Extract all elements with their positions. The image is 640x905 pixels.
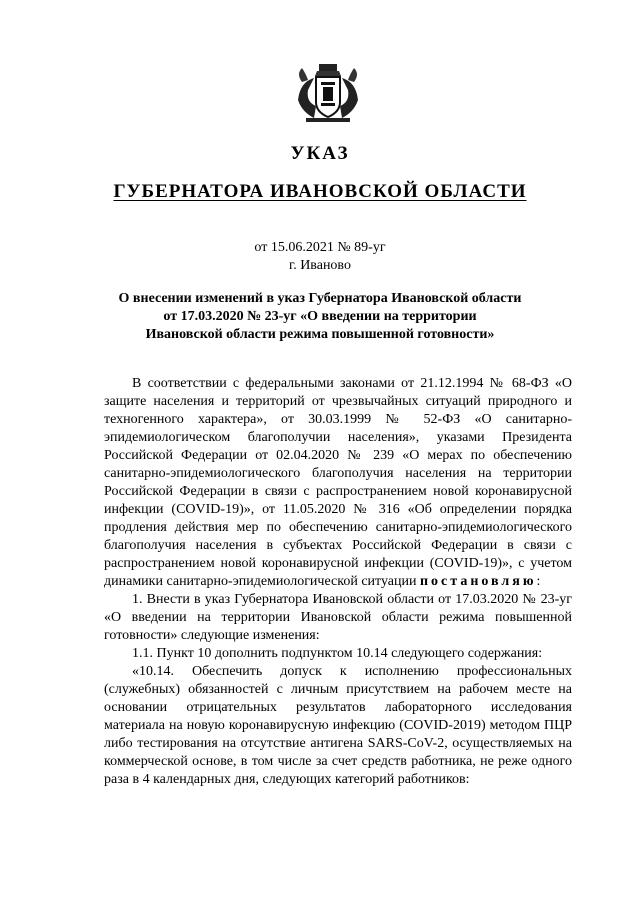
preamble-text: В соответствии с федеральными законами от 21.12.1994 № 68-ФЗ «О защите населения и территорий от чрезвычайных ситуаций природного и техногенного характера», от 30.03.1999 № 52-ФЗ «О санитарно-эпидемиологическом благополучии населения», указами Президента Российской Федерации от 02.04.2020 № 239 «О мерах по обеспечению санитарно-эпидемиологического благополучия населения на территории Российской Федерации в связи с распространением новой коронавирусной инфекции (COVID-19)», от 11.05.2020 № 316 «Об определении порядка продления действия мер по обеспечению санитарно-эпидемиологического благополучия населения в субъектах Российской Федерации в связи с распространением новой коронавирусной инфекции (COVID-19)», с учетом динамики санитарно-эпидемиологической ситуации [104, 376, 572, 589]
decree-body [104, 375, 572, 789]
decree-heading: УКАЗ [290, 143, 350, 164]
subject-line-3: Ивановской области режима повышенной готовности» [145, 327, 495, 342]
subject-line-2: от 17.03.2020 № 23-уг «О введении на территории [163, 309, 477, 324]
point-1-1: 1.1. Пункт 10 дополнить подпунктом 10.14 следующего содержания: [132, 646, 543, 661]
issuer-heading [0, 181, 640, 203]
decree-date: от 15.06.2021 № 89-уг [254, 240, 386, 255]
decree-city: г. Иваново [289, 258, 351, 273]
decree-subject [96, 290, 544, 344]
point-10-14: «10.14. Обеспечить допуск к исполнению профессиональных (служебных) обязанностей с личным присутствием на рабочем месте на основании отрицательных результатов лабораторного исследования материала на новую коронавирусную инфекцию (COVID-2019) методом ПЦР либо тестирования на отсутствие антигена SARS-CoV-2, осуществляемых на коммерческой основе, в том числе за счет средств работника, не реже одного раза в 4 календарных дня, следующих категорий работников: [104, 664, 572, 787]
subject-line-1: О внесении изменений в указ Губернатора Ивановской области [118, 291, 522, 306]
point-1: 1. Внести в указ Губернатора Ивановской области от 17.03.2020 № 23-уг «О введении на территории Ивановской области режима повышенной готовности» следующие изменения: [104, 592, 572, 643]
preamble-paragraph: В соответствии с федеральными законами от 21.12.1994 № 68-ФЗ «О защите населения и территорий от чрезвычайных ситуаций природного и техногенного характера», от 30.03.1999 № 52-ФЗ «О санитарно-эпидемиологическом благополучии населения», указами Президента Российской Федерации от 02.04.2020 № 239 «О мерах по обеспечению санитарно-эпидемиологического благополучия населения на территории Российской Федерации в связи с распространением новой коронавирусной инфекции (COVID-19)», от 11.05.2020 № 316 «Об определении порядка продления действия мер по обеспечению санитарно-эпидемиологического благополучия населения в субъектах Российской Федерации в связи с распространением новой коронавирусной инфекции (COVID-19)», с учетом динамики санитарно-эпидемиологической ситуации постановляю: [104, 376, 572, 589]
coat-of-arms-icon [292, 62, 364, 124]
decree-verb: постановляю [419, 574, 537, 589]
issuer-text: ГУБЕРНАТОРА ИВАНОВСКОЙ ОБЛАСТИ [113, 181, 527, 202]
